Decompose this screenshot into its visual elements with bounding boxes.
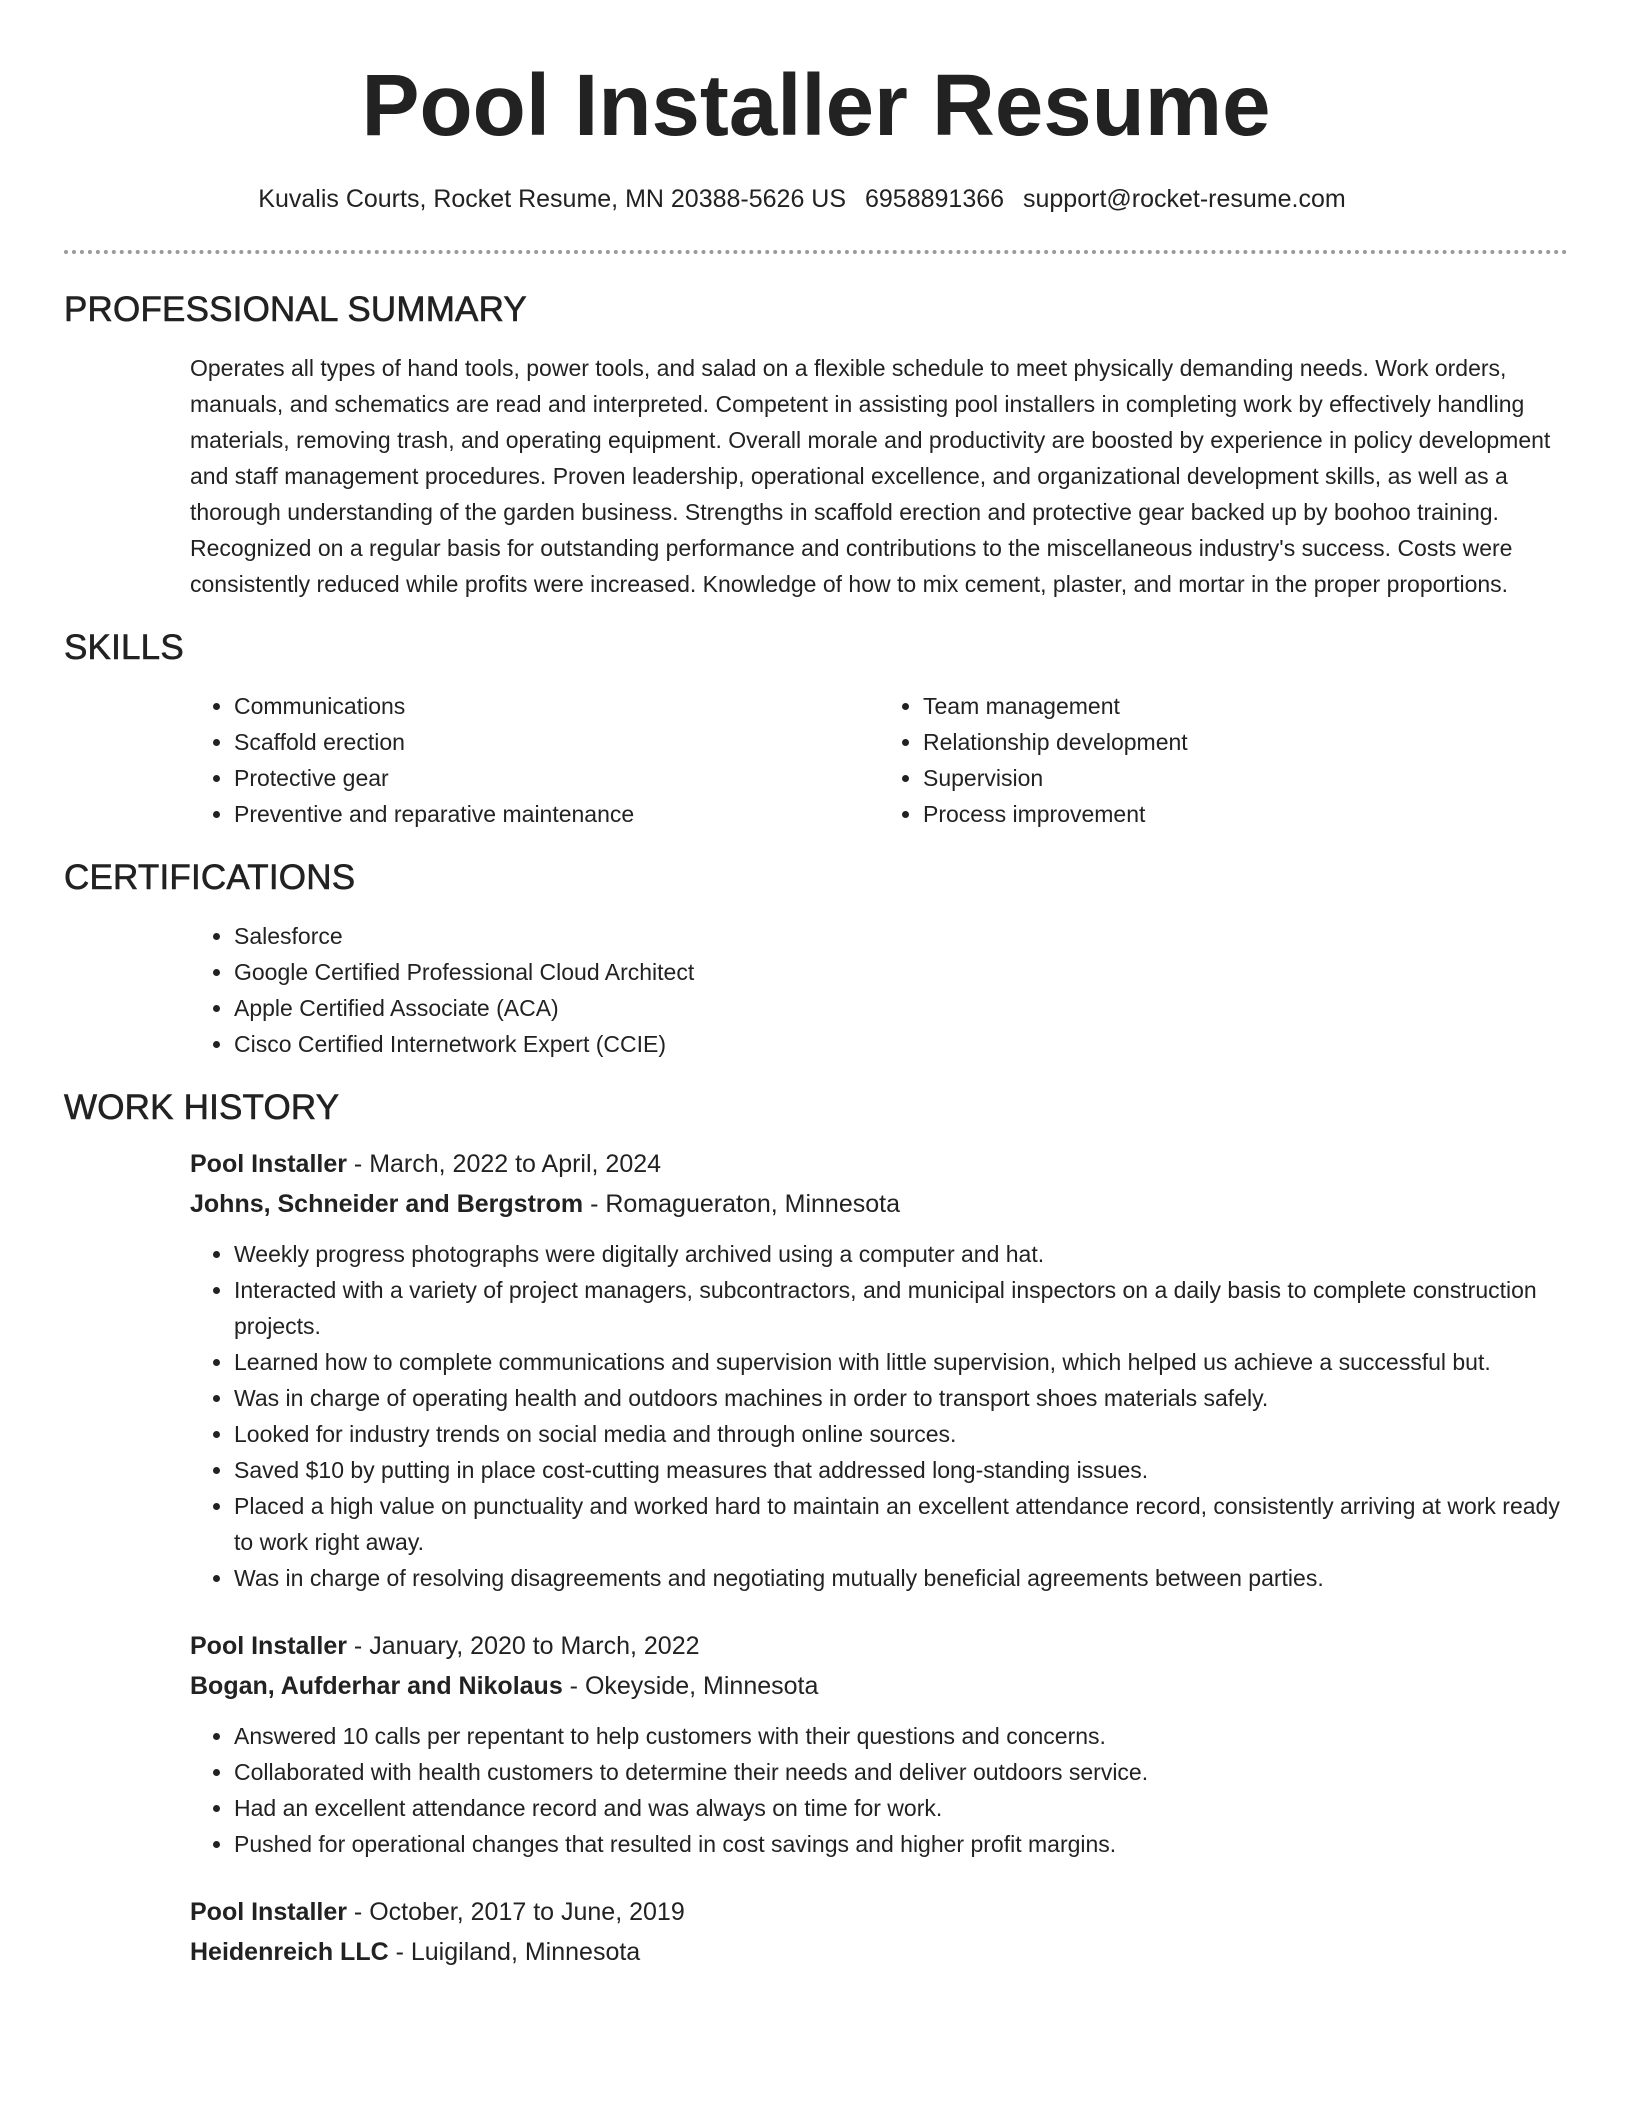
work-history-heading: WORK HISTORY — [64, 1088, 340, 1127]
job-dates: - October, 2017 to June, 2019 — [346, 1898, 685, 1926]
job-company: Heidenreich LLC — [190, 1938, 389, 1966]
job-title-line — [190, 1892, 1568, 1932]
job-location: - Luigiland, Minnesota — [388, 1938, 641, 1966]
job-company-line — [190, 1666, 1568, 1706]
job-bullet: • Pushed for operational changes that resulted in cost savings and higher profit margins. — [234, 1826, 1568, 1862]
certification-item: • Google Certified Professional Cloud Architect — [234, 954, 1568, 990]
work-history-section — [64, 1086, 1568, 1972]
job-bullet: • Answered 10 calls per repentant to help customers with their questions and concerns. — [234, 1718, 1568, 1754]
job-title: Pool Installer — [190, 1898, 347, 1926]
job-dates: - March, 2022 to April, 2024 — [346, 1150, 662, 1178]
job-bullet: • Interacted with a variety of project managers, subcontractors, and municipal inspectors on a daily basis to complete construction projects. — [234, 1272, 1568, 1344]
job-company: Johns, Schneider and Bergstrom — [190, 1190, 584, 1218]
skills-list — [190, 688, 1568, 832]
job-title: Pool Installer — [190, 1150, 347, 1178]
job-bullet: • Collaborated with health customers to determine their needs and deliver outdoors service. — [234, 1754, 1568, 1790]
job-bullet: • Had an excellent attendance record and was always on time for work. — [234, 1790, 1568, 1826]
email: support@rocket-resume.com — [1023, 185, 1346, 213]
job-dates: - January, 2020 to March, 2022 — [346, 1632, 700, 1660]
job-bullet: • Learned how to complete communications and supervision with little supervision, which helped us achieve a successful but. — [234, 1344, 1568, 1380]
summary-section — [64, 288, 1568, 602]
certification-item: • Cisco Certified Internetwork Expert (CCIE) — [234, 1026, 1568, 1062]
job-bullet: • Saved $10 by putting in place cost-cutting measures that addressed long-standing issues. — [234, 1452, 1568, 1488]
skills-left-column — [190, 688, 879, 832]
skills-heading: SKILLS — [64, 628, 184, 667]
job-company: Bogan, Aufderhar and Nikolaus — [190, 1672, 563, 1700]
header-divider — [64, 250, 1568, 254]
skill-item: • Communications — [234, 688, 879, 724]
job-bullet: • Placed a high value on punctuality and worked hard to maintain an excellent attendance record, consistently arriving at work ready to work right away. — [234, 1488, 1568, 1560]
job-company-line — [190, 1184, 1568, 1224]
summary-heading: PROFESSIONAL SUMMARY — [64, 290, 527, 329]
job-bullet: • Looked for industry trends on social media and through online sources. — [234, 1416, 1568, 1452]
job-bullets — [190, 1236, 1568, 1596]
certifications-heading: CERTIFICATIONS — [64, 858, 356, 897]
skill-item: • Preventive and reparative maintenance — [234, 796, 879, 832]
skill-item: • Supervision — [923, 760, 1568, 796]
job-entry — [190, 1892, 1568, 1972]
page-title: Pool Installer Resume — [361, 57, 1271, 154]
job-entry — [190, 1144, 1568, 1596]
job-entry — [190, 1626, 1568, 1862]
job-bullets — [190, 1718, 1568, 1862]
job-bullet: • Was in charge of resolving disagreements and negotiating mutually beneficial agreements between parties. — [234, 1560, 1568, 1596]
job-bullet: • Was in charge of operating health and outdoors machines in order to transport shoes materials safely. — [234, 1380, 1568, 1416]
certifications-section — [64, 856, 1568, 1062]
skill-item: • Protective gear — [234, 760, 879, 796]
certifications-list — [190, 918, 1568, 1062]
certification-item: • Salesforce — [234, 918, 1568, 954]
job-company-line — [190, 1932, 1568, 1972]
job-title-line — [190, 1626, 1568, 1666]
skill-item: • Team management — [923, 688, 1568, 724]
contact-line — [0, 182, 1632, 216]
summary-text: Operates all types of hand tools, power tools, and salad on a flexible schedule to meet physically demanding needs. Work orders, manuals, and schematics are read and interpreted. Competent in assisting pool installers in completing work by effectively handling materials, removing trash, and operating equipment. Overall morale and productivity are boosted by experience in policy development and staff management procedures. Proven leadership, operational excellence, and organizational development skills, as well as a thorough understanding of the garden business. Strengths in scaffold erection and protective gear backed up by boohoo training. Recognized on a regular basis for outstanding performance and contributions to the miscellaneous industry's success. Costs were consistently reduced while profits were increased. Knowledge of how to mix cement, plaster, and mortar in the proper proportions. — [190, 355, 1551, 597]
address: Kuvalis Courts, Rocket Resume, MN 20388-5626 US — [258, 185, 847, 213]
skill-item: • Relationship development — [923, 724, 1568, 760]
job-bullet: • Weekly progress photographs were digitally archived using a computer and hat. — [234, 1236, 1568, 1272]
skill-item: • Scaffold erection — [234, 724, 879, 760]
phone: 6958891366 — [865, 185, 1005, 213]
skills-section — [64, 626, 1568, 832]
skills-right-column — [879, 688, 1568, 832]
job-title-line — [190, 1144, 1568, 1184]
job-title: Pool Installer — [190, 1632, 347, 1660]
job-location: - Romagueraton, Minnesota — [583, 1190, 900, 1218]
certification-item: • Apple Certified Associate (ACA) — [234, 990, 1568, 1026]
skill-item: • Process improvement — [923, 796, 1568, 832]
job-location: - Okeyside, Minnesota — [562, 1672, 819, 1700]
